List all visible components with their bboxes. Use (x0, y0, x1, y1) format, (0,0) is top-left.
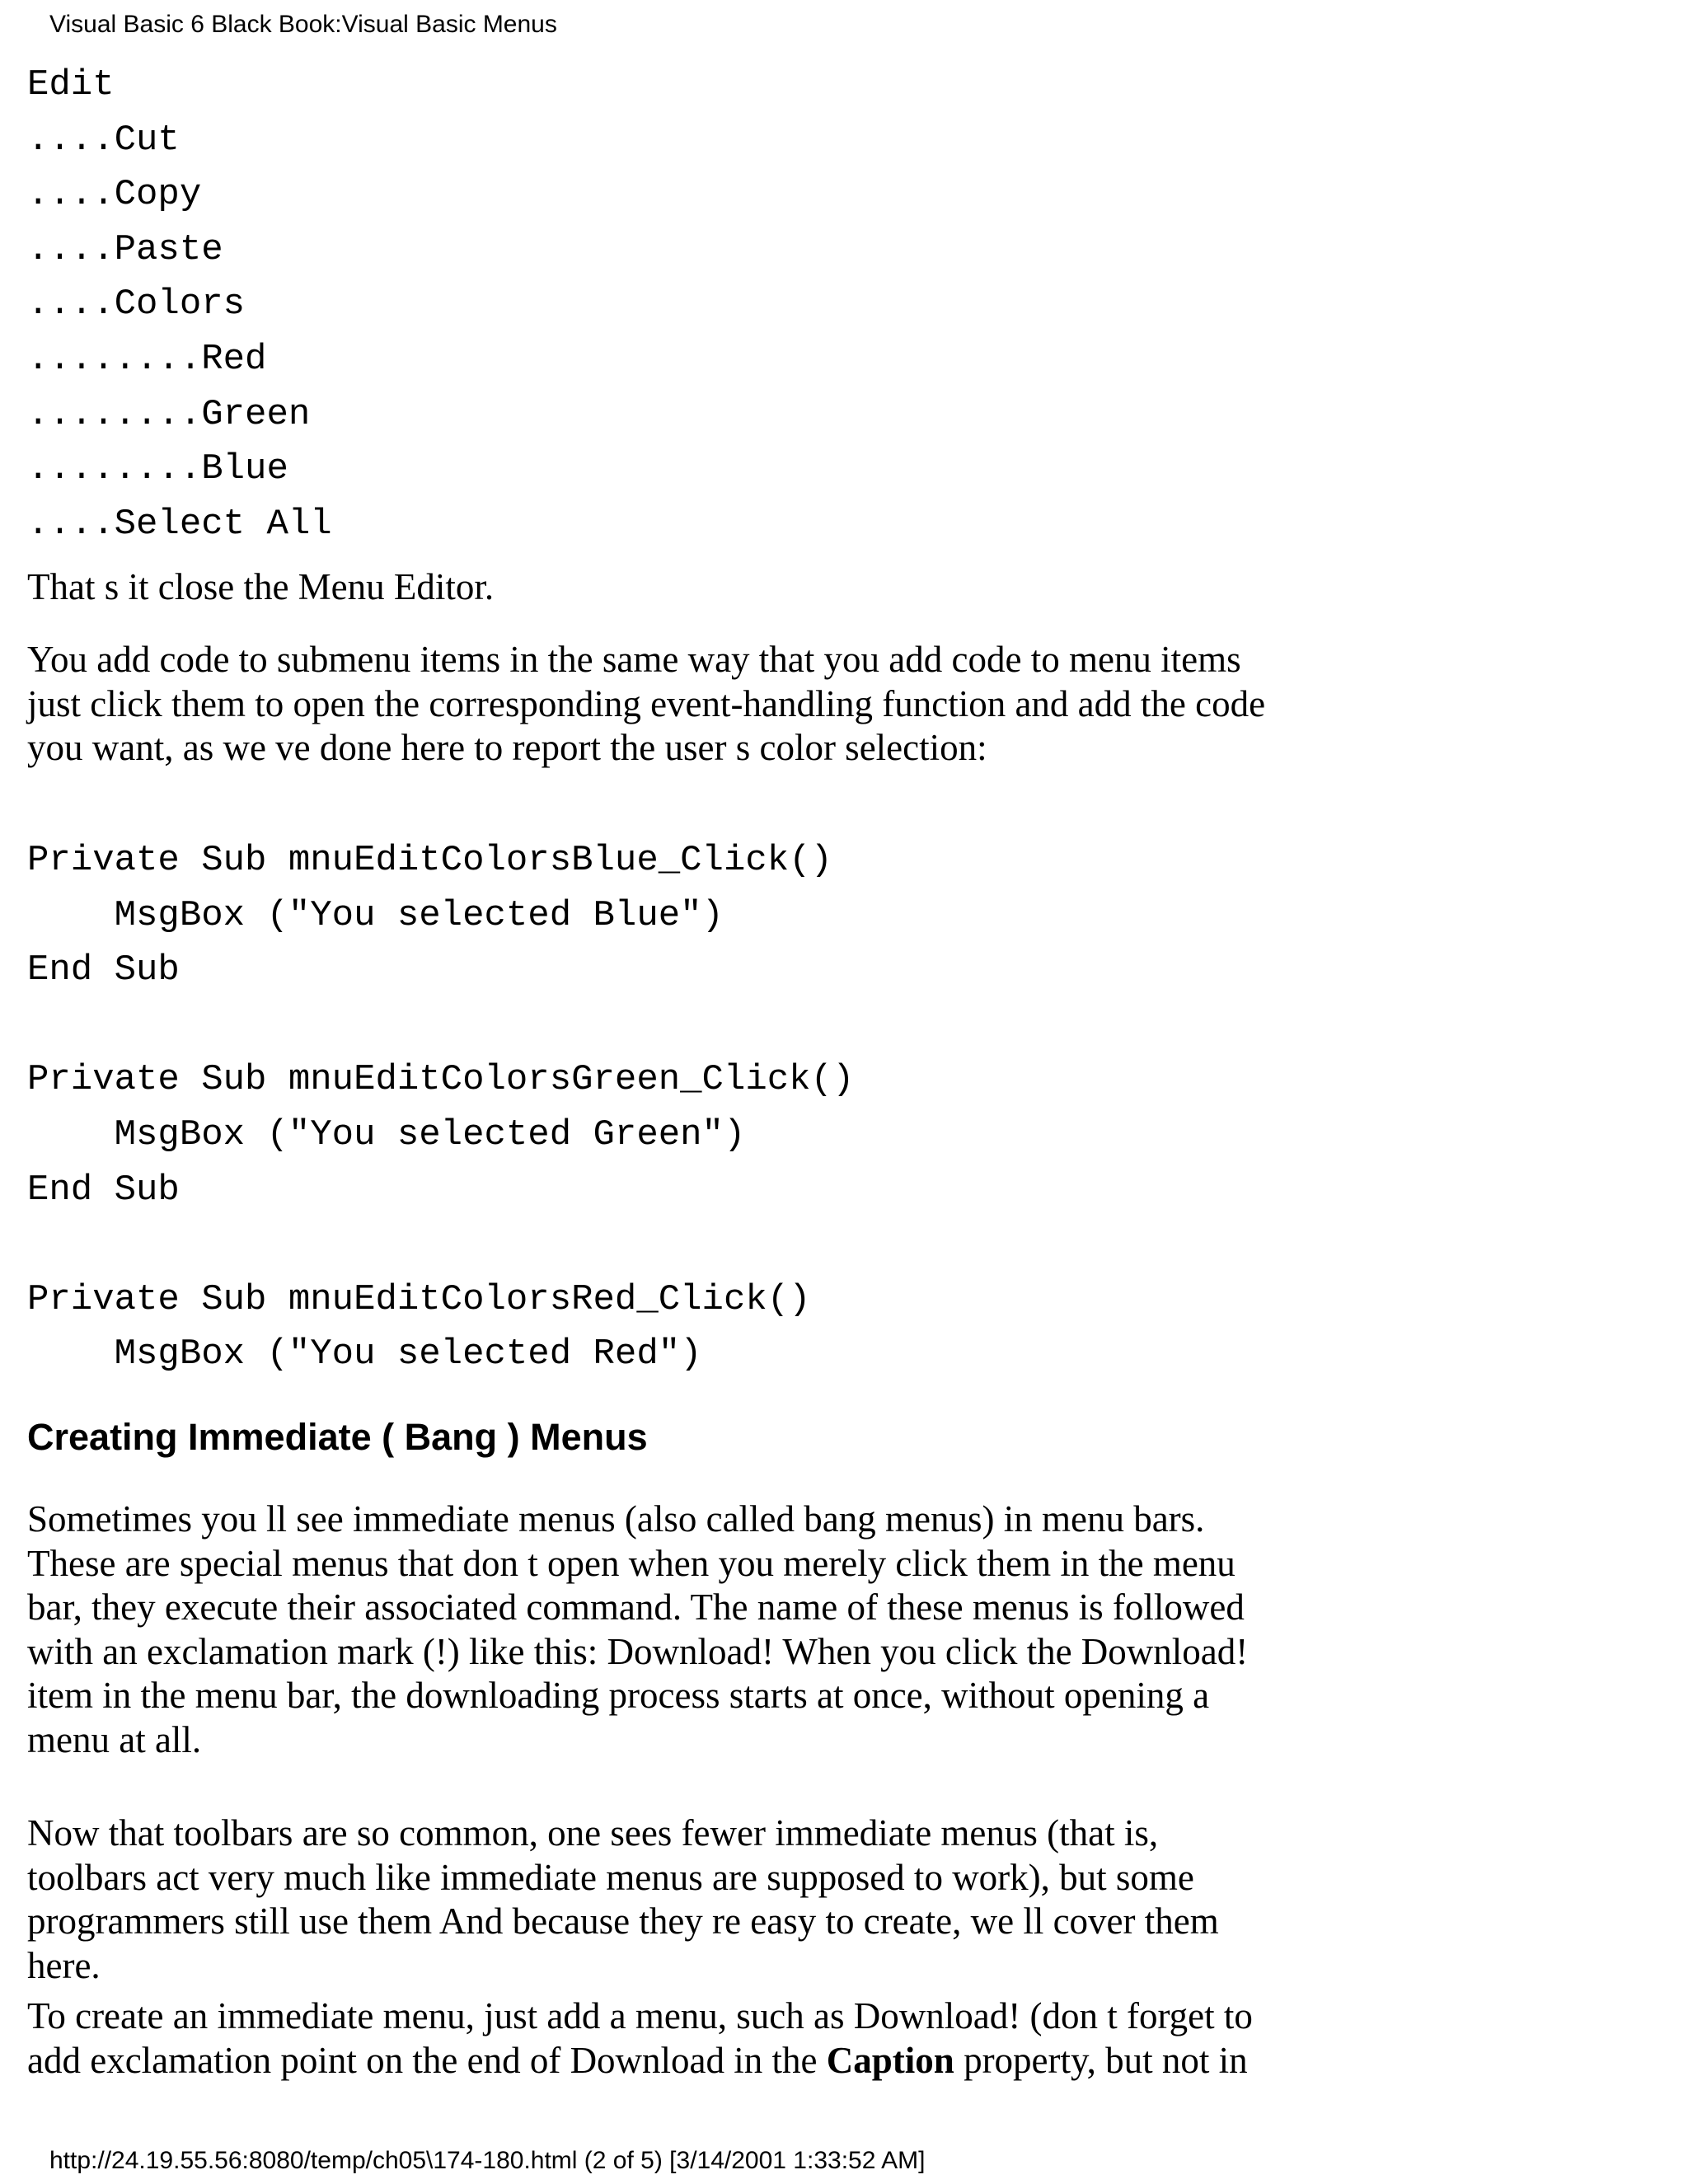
page-footer-url: http://24.19.55.56:8080/temp/ch05\174-180.html (2 of 5) [3/14/2001 1:33:52 AM] (49, 2147, 926, 2174)
immediate-menus-intro-paragraph: Sometimes you ll see immediate menus (also called bang menus) in menu bars. These are special menus that don t open when you merely click them in the menu bar, they execute their associated command. The name of these menus is followed with an exclamation mark (!) like this: Download! When you click the Download! item in the menu bar, the downloading process starts at once, without opening a menu at all. (27, 1498, 1249, 1760)
code-listing: Private Sub mnuEditColorsBlue_Click() MsgBox ("You selected Blue") End Sub Private Sub mnuEditColorsGreen_Click() MsgBox ("You selected Green") End Sub Private Sub mnuEditColorsRed_Click() MsgBox ("You selected Red") (27, 840, 855, 1376)
caption-property-term: Caption (826, 2039, 954, 2081)
toolbars-paragraph: Now that toolbars are so common, one sees fewer immediate menus (that is, toolbars act very much like immediate menus are supposed to work), but some programmers still use them And because they re easy to create, we ll cover them here. (27, 1812, 1219, 1986)
section-heading: Creating Immediate ( Bang ) Menus (27, 1416, 648, 1458)
add-code-paragraph: You add code to submenu items in the same way that you add code to menu items just click them to open the corresponding event-handling function and add the code you want, as we ve done here to report the user s color selection: (27, 639, 1266, 768)
page-header: Visual Basic 6 Black Book:Visual Basic Menus (49, 11, 557, 38)
paragraph-text-before: To create an immediate menu, just add a menu, such as Download! (don t forget to add exclamation point on the end of Download in the (27, 1995, 1253, 2081)
menu-structure-listing: Edit ....Cut ....Copy ....Paste ....Colors ........Red ........Green ........Blue ....Select All (27, 64, 332, 545)
create-immediate-menu-paragraph (27, 1994, 1346, 2083)
close-editor-paragraph: That s it close the Menu Editor. (27, 566, 495, 607)
paragraph-text-after: property, but not in (954, 2039, 1248, 2081)
